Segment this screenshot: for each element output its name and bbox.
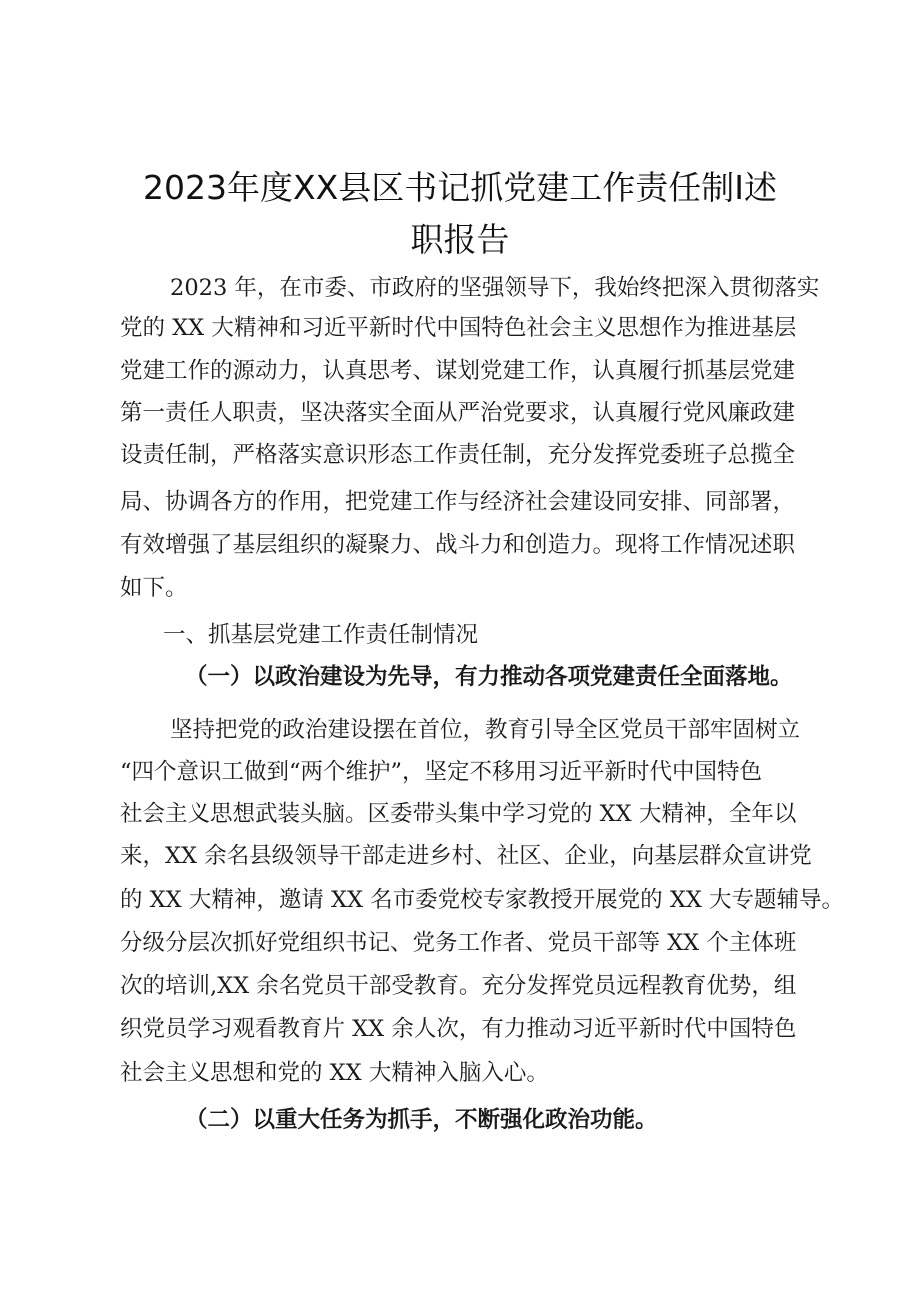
body-line: 来，XX 余名县级领导干部走进乡村、社区、企业，向基层群众宣讲党 [120,843,812,869]
intro-line: 有效增强了基层组织的凝聚力、战斗力和创造力。现将工作情况述职 [120,532,796,558]
body-line: “四个意识工做到“两个维护”，坚定不移用习近平新时代中国特色 [120,759,763,785]
body-line: 的 XX 大精神，邀请 XX 名市委党校专家教授开展党的 XX 大专题辅导。 [120,887,845,913]
intro-line: 党的 XX 大精神和习近平新时代中国特色社会主义思想作为推进基层 [120,315,797,341]
section-heading-1: 一、抓基层党建工作责任制情况 [163,622,479,648]
intro-line: 局、协调各方的作用，把党建工作与经济社会建设同安排、同部署， [120,489,796,515]
intro-line: 2023 年，在市委、市政府的坚强领导下，我始终把深入贯彻落实 [170,275,820,301]
intro-line: 如下。 [120,575,188,601]
intro-line: 党建工作的源动力，认真思考、谋划党建工作，认真履行抓基层党建 [120,358,796,384]
intro-line: 第一责任人职责，坚决落实全面从严治党要求，认真履行党风廉政建 [120,400,796,426]
document-title-line-2: 职报告 [410,220,510,259]
body-line: 社会主义思想武装头脑。区委带头集中学习党的 XX 大精神，全年以 [120,801,797,827]
body-line: 次的培训,XX 余名党员干部受教育。充分发挥党员远程教育优势，组 [120,973,797,999]
intro-line: 设责任制，严格落实意识形态工作责任制，充分发挥党委班子总揽全 [120,442,796,468]
body-line: 社会主义思想和党的 XX 大精神入脑入心。 [120,1060,549,1086]
subsection-heading-1: （一）以政治建设为先导，有力推动各项党建责任全面落地。 [185,664,793,690]
document-title-line-1: 2023年度XX县区书记抓党建工作责任制I述 [143,168,777,207]
body-line: 分级分层次抓好党组织书记、党务工作者、党员干部等 XX 个主体班 [120,930,797,956]
body-line: 坚持把党的政治建设摆在首位，教育引导全区党员干部牢固树立 [170,717,801,743]
subsection-heading-2: （二）以重大任务为抓手，不断强化政治功能。 [185,1107,658,1133]
body-line: 织党员学习观看教育片 XX 余人次，有力推动习近平新时代中国特色 [120,1016,797,1042]
